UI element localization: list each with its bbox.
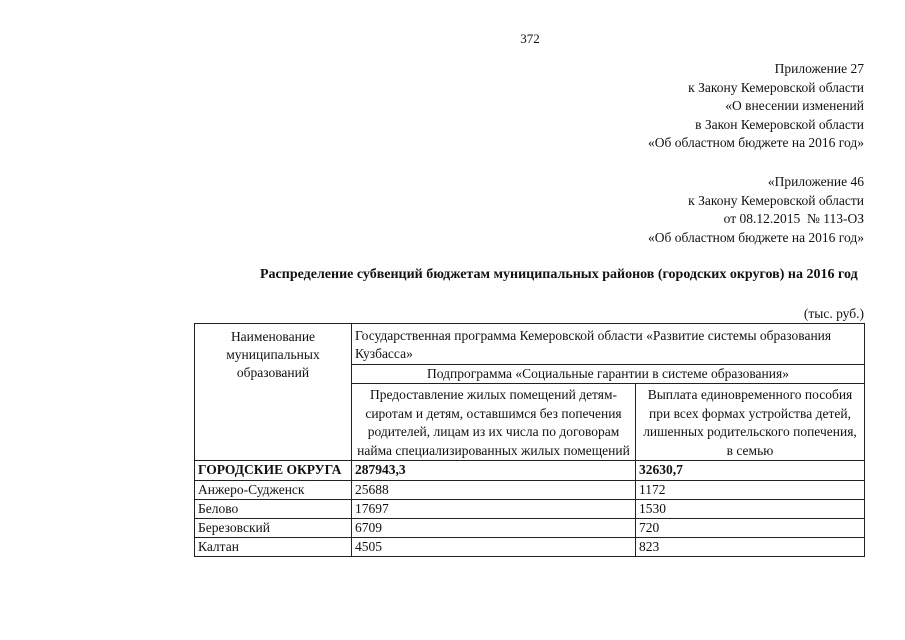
row-col1: 6709 bbox=[352, 519, 636, 538]
appendix-original-block bbox=[648, 173, 864, 247]
appendix-current-block bbox=[648, 60, 864, 153]
header-name bbox=[195, 324, 352, 461]
row-col2: 32630,7 bbox=[636, 461, 865, 481]
table-row bbox=[195, 481, 865, 500]
row-name: Анжеро-Судженск bbox=[195, 481, 352, 500]
row-name: Белово bbox=[195, 500, 352, 519]
row-col2: 720 bbox=[636, 519, 865, 538]
row-col2: 1172 bbox=[636, 481, 865, 500]
row-col1: 287943,3 bbox=[352, 461, 636, 481]
appendix-current-line: Приложение 27 bbox=[774, 61, 864, 76]
row-col1: 25688 bbox=[352, 481, 636, 500]
header-name-text: Наименование муниципальных образований bbox=[226, 329, 320, 380]
appendix-original-line: «Приложение 46 bbox=[767, 174, 864, 189]
row-name: Калтан bbox=[195, 538, 352, 557]
row-col1: 17697 bbox=[352, 500, 636, 519]
appendix-original-line: «Об областном бюджете на 2016 год» bbox=[648, 229, 864, 245]
subsidy-table bbox=[194, 323, 865, 557]
header-col-housing: Предоставление жилых помещений детям-сиротам и детям, оставшимся без попечения родителей, лицам из их числа по договорам найма специализированных жилых помещений bbox=[352, 384, 636, 461]
appendix-current-line: «Об областном бюджете на 2016 год» bbox=[648, 135, 864, 150]
header-program: Государственная программа Кемеровской области «Развитие системы образования Кузбасса» bbox=[352, 324, 865, 365]
appendix-current-line: в Закон Кемеровской области bbox=[695, 116, 864, 132]
appendix-current-line: «О внесении изменений bbox=[725, 98, 864, 113]
row-name: ГОРОДСКИЕ ОКРУГА bbox=[195, 461, 352, 481]
row-col2: 1530 bbox=[636, 500, 865, 519]
header-col-allowance: Выплата единовременного пособия при всех формах устройства детей, лишенных родительского попечения, в семью bbox=[636, 384, 865, 461]
header-subprogram: Подпрограмма «Социальные гарантии в системе образования» bbox=[352, 365, 865, 384]
appendix-current-line: к Закону Кемеровской области bbox=[688, 79, 864, 95]
table-row bbox=[195, 461, 865, 481]
table-row bbox=[195, 500, 865, 519]
appendix-original-line: к Закону Кемеровской области bbox=[688, 192, 864, 208]
row-col2: 823 bbox=[636, 538, 865, 557]
table-row bbox=[195, 519, 865, 538]
appendix-original-line: от 08.12.2015 № 113-ОЗ bbox=[723, 211, 864, 226]
page-number: 372 bbox=[520, 31, 540, 46]
units-label: (тыс. руб.) bbox=[803, 306, 864, 321]
document-title: Распределение субвенций бюджетам муниципальных районов (городских округов) на 2016 год bbox=[260, 267, 858, 282]
table-row bbox=[195, 538, 865, 557]
row-col1: 4505 bbox=[352, 538, 636, 557]
row-name: Березовский bbox=[195, 519, 352, 538]
